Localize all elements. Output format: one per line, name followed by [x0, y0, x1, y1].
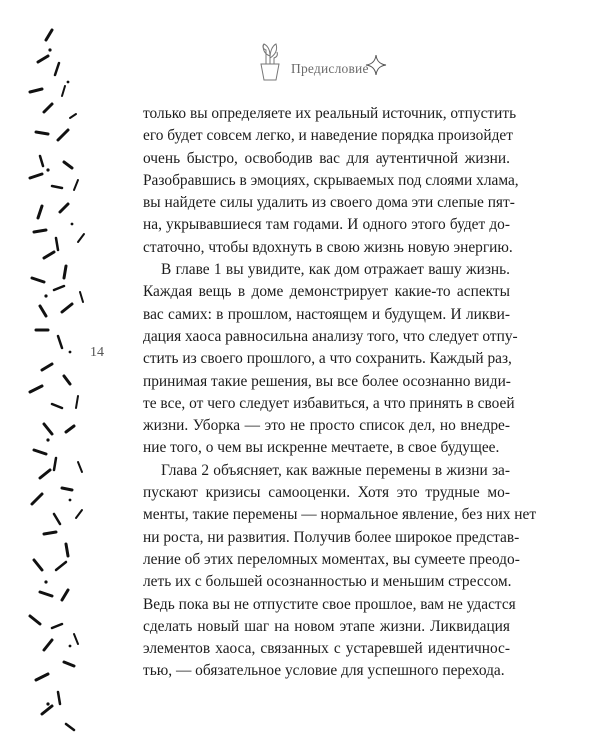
paragraph-3	[143, 460, 537, 683]
potted-plant-icon	[255, 36, 285, 82]
text-line: Ведь пока вы не отпустите свое прошлое, вам не удастся	[143, 595, 516, 613]
text-line: вы найдете силы удалить из своего дома эти слепые пят-	[143, 194, 515, 212]
text-line: вас самих: в прошлом, настоящем и будущем. И ликви-	[143, 305, 510, 323]
text-line: Каждая вещь в доме демонстрирует какие-то аспекты	[143, 283, 510, 301]
text-line: тью, — обязательное условие для успешного перехода.	[143, 662, 505, 680]
four-point-star-icon	[365, 54, 387, 76]
text-line: принимая такие решения, вы все более осознанно види-	[143, 372, 511, 390]
chapter-title: Предисловие	[291, 61, 369, 76]
text-line: леть их с большей осознанностью и меньшим стрессом.	[143, 573, 512, 591]
text-line: пускают кризисы самооценки. Хотя это трудные мо-	[143, 484, 510, 502]
paragraph-1	[143, 103, 519, 259]
text-line: элементов хаоса, связанных с устаревшей идентичнос-	[143, 640, 510, 658]
text-line: только вы определяете их реальный источник, отпустить	[143, 105, 517, 122]
body-text	[143, 103, 537, 683]
text-line: В главе 1 вы увидите, как дом отражает вашу жизнь.	[161, 261, 510, 279]
text-line: его будет совсем легко, и наведение порядка произойдет	[143, 127, 513, 145]
text-line: очень быстро, освободив вас для аутентичной жизни.	[143, 149, 510, 167]
text-line: ние того, о чем вы искренне мечтаете, в свое будущее.	[143, 439, 500, 457]
text-line: менты, такие перемены — нормальное явление, без них нет	[143, 506, 537, 524]
text-line: жизни. Уборка — это не просто список дел, но внедре-	[143, 417, 510, 435]
running-header	[255, 36, 415, 86]
decorative-brush-border	[0, 0, 120, 750]
text-line: ление об этих переломных моментах, вы сумеете преодо-	[143, 550, 520, 568]
text-line: сделать новый шаг на новом этапе жизни. Ликвидация	[143, 617, 510, 635]
text-line: те все, от чего следует избавиться, а что принять в своей	[143, 394, 515, 412]
text-line: на, укрывавшиеся там годами. И одного этого будет до-	[143, 216, 510, 234]
text-line: ни роста, ни развития. Получив более широкое представ-	[143, 528, 520, 546]
paragraph-2	[143, 259, 518, 460]
text-line: дация хаоса равносильна анализу того, что следует отпу-	[143, 327, 518, 345]
page-number: 14	[90, 345, 104, 360]
text-line: Глава 2 объясняет, как важные перемены в жизни за-	[161, 461, 510, 479]
text-line: статочно, чтобы вдохнуть в свою жизнь новую энергию.	[143, 238, 513, 256]
text-line: Разобравшись в эмоциях, скрываемых под слоями хлама,	[143, 171, 519, 189]
text-line: стить из своего прошлого, а что сохранить. Каждый раз,	[143, 350, 512, 368]
